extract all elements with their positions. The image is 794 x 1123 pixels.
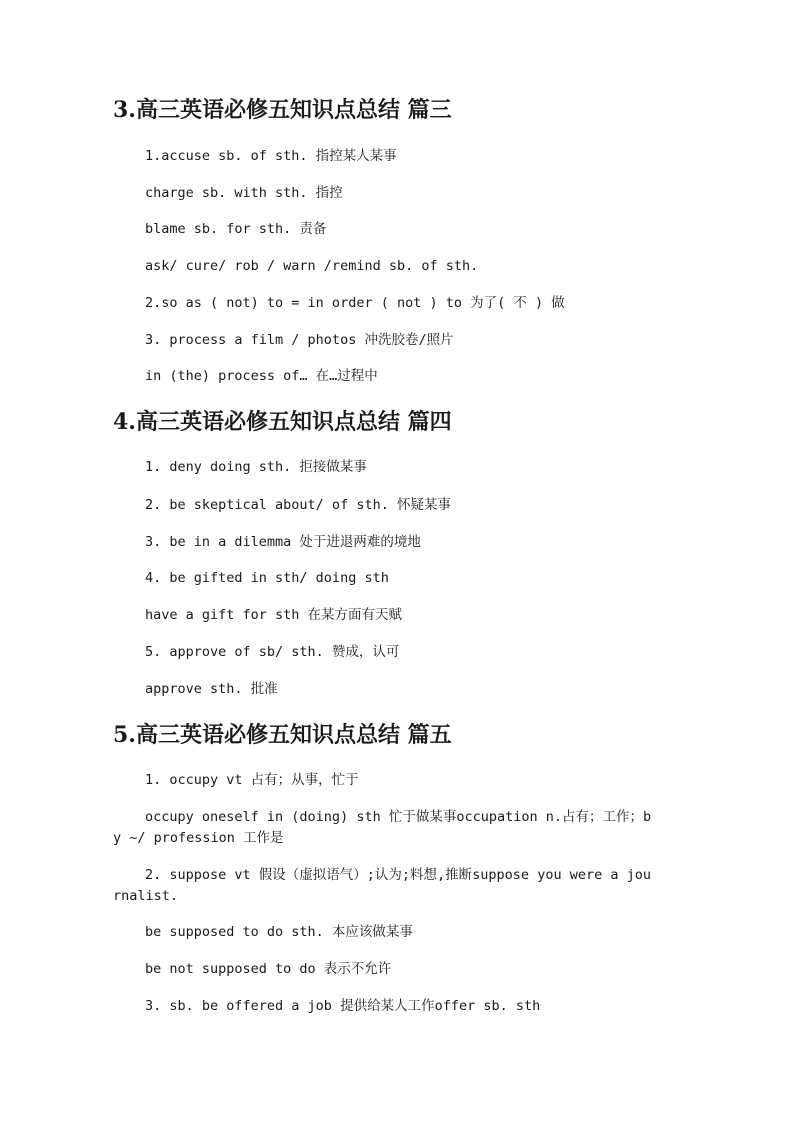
text-line: have a gift for sth 在某方面有天赋 [145,607,403,623]
section-heading: 3.高三英语必修五知识点总结 篇三 [113,97,452,123]
text-line: blame sb. for sth. 责备 [145,221,327,237]
text-line: be supposed to do sth. 本应该做某事 [145,924,413,940]
text-line: 5. approve of sb/ sth. 赞成，认可 [145,644,400,660]
text-line: 1.accuse sb. of sth. 指控某人某事 [145,148,397,164]
text-line: 3. sb. be offered a job 提供给某人工作offer sb. sth [145,998,541,1014]
text-line: approve sth. 批准 [145,681,278,697]
text-paragraph: 2. suppose vt 假设（虚拟语气）;认为;料想,推断suppose you were a journalist. [113,867,651,904]
text-line: 4. be gifted in sth/ doing sth [145,570,389,586]
section-heading: 4.高三英语必修五知识点总结 篇四 [113,409,452,435]
section-heading: 5.高三英语必修五知识点总结 篇五 [113,722,452,748]
text-paragraph: occupy oneself in (doing) sth 忙于做某事occupation n.占有；工作；by ~/ profession 工作是 [113,809,652,846]
text-line: 2.so as ( not) to = in order ( not ) to 为了( 不 ) 做 [145,295,565,311]
text-line: 1. occupy vt 占有；从事，忙于 [145,772,359,788]
text-line: 3. process a film / photos 冲洗胶卷/照片 [145,332,454,348]
text-line: be not supposed to do 表示不允许 [145,961,392,977]
text-line: in (the) process of… 在…过程中 [145,368,378,384]
text-line: 2. be skeptical about/ of sth. 怀疑某事 [145,497,451,513]
text-line: 1. deny doing sth. 拒接做某事 [145,459,367,475]
text-line: 3. be in a dilemma 处于进退两难的境地 [145,534,421,550]
text-line: ask/ cure/ rob / warn /remind sb. of sth. [145,258,479,274]
text-line: charge sb. with sth. 指控 [145,185,343,201]
